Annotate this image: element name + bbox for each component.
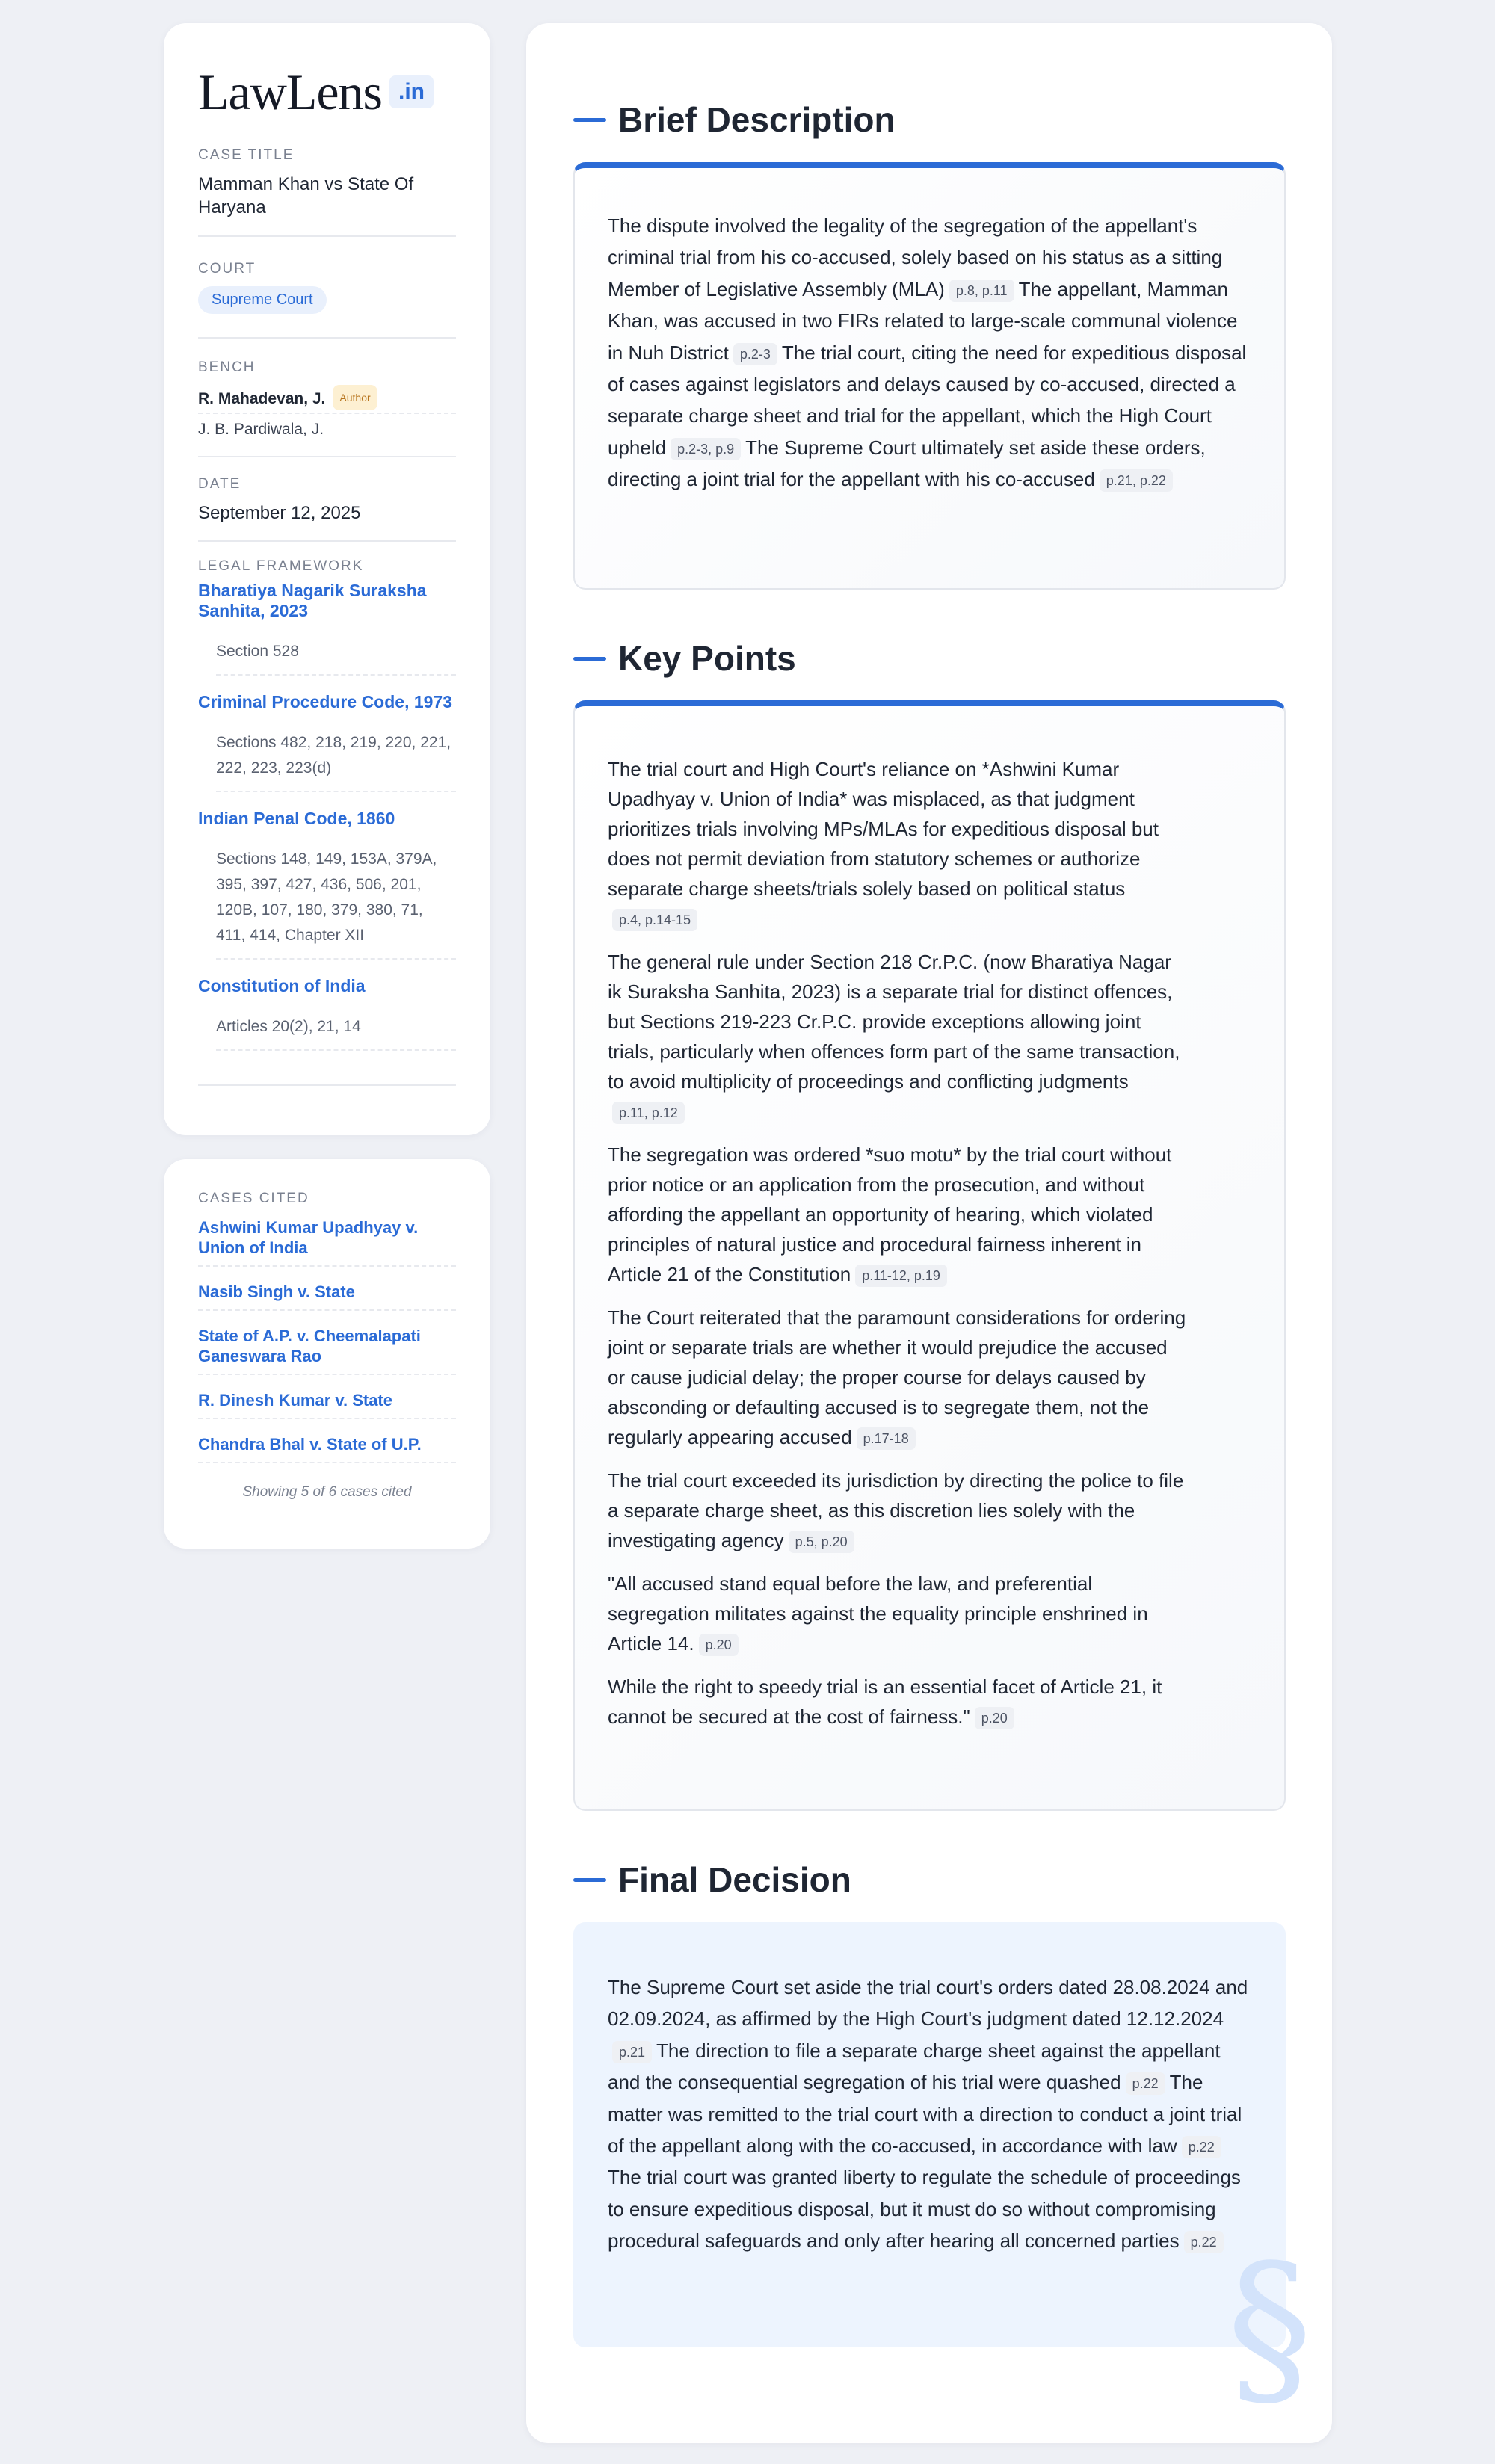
- page-citation[interactable]: p.22: [1184, 2231, 1224, 2253]
- act-title[interactable]: Indian Penal Code, 1860: [198, 809, 395, 828]
- bench-judge: J. B. Pardiwala, J.: [198, 421, 324, 438]
- page-citation[interactable]: p.22: [1126, 2072, 1165, 2095]
- cases-cited-label: CASES CITED: [198, 1191, 309, 1206]
- final-decision-heading: [573, 1859, 851, 1900]
- brief-description-text: [608, 210, 1251, 495]
- final-decision-box: [573, 1922, 1313, 2428]
- decision-text-segment: The trial court was granted liberty to regulate the schedule of proceedings to ensure expeditious disposal, but it must do so without compromising procedural safeguards and only after hearing all concerned parties: [608, 2166, 1241, 2253]
- section-title: Brief Description: [618, 100, 896, 139]
- case-title-label: CASE TITLE: [198, 147, 295, 163]
- act-sections: Section 528: [216, 621, 456, 676]
- page-citation[interactable]: p.11-12, p.19: [855, 1265, 947, 1287]
- legal-framework-label: LEGAL FRAMEWORK: [198, 558, 364, 574]
- page-citation[interactable]: p.20: [699, 1634, 739, 1656]
- court-section: [198, 237, 456, 339]
- key-point: [608, 1303, 1187, 1452]
- brief-text-segment: The trial court, citing the need for expeditious disposal of cases against legislators and delays caused by co-accused, directed a separate charge sheet and trial for the appellant, which the High Court upheld: [608, 341, 1247, 459]
- page-citation[interactable]: p.11, p.12: [612, 1102, 685, 1124]
- key-point: [608, 754, 1187, 933]
- page-citation[interactable]: p.2-3: [733, 343, 777, 365]
- logo-name: LawLens: [198, 64, 383, 120]
- cited-case-link[interactable]: R. Dinesh Kumar v. State: [198, 1375, 456, 1419]
- court-badge: Supreme Court: [198, 286, 327, 314]
- act-sections: Sections 148, 149, 153A, 379A, 395, 397, 427, 436, 506, 201, 120B, 107, 180, 379, 380, 71, 411, 414, Chapter XII: [216, 829, 456, 960]
- cases-cited-card: [164, 1159, 490, 1549]
- brief-text-segment: The appellant, Mamman Khan, was accused in two FIRs related to large-scale communal violence in Nuh District: [608, 277, 1238, 364]
- key-point: [608, 947, 1187, 1126]
- key-point: [608, 1672, 1187, 1732]
- date-value: September 12, 2025: [198, 503, 361, 523]
- key-point: [608, 1466, 1187, 1555]
- heading-accent-bar: [573, 118, 606, 122]
- page-citation[interactable]: p.21, p.22: [1100, 469, 1173, 492]
- date-section: [198, 457, 456, 542]
- final-decision-text: [608, 1971, 1253, 2257]
- key-points-box: [573, 700, 1286, 1811]
- key-point-text: The general rule under Section 218 Cr.P.C. (now Bharatiya Nagar ik Suraksha Sanhita, 2023) is a separate trial for distinct offences, but Sections 219-223 Cr.P.C. provide exceptions allowing joint trials, particularly when offences form part of the same transaction, to avoid multiplicity of proceedings and conflicting judgments: [608, 951, 1180, 1093]
- key-point-text: The trial court exceeded its jurisdiction by directing the police to file a separate charge sheet, as this discretion lies solely with the investigating agency: [608, 1469, 1184, 1551]
- logo[interactable]: [198, 64, 456, 120]
- act-title[interactable]: Constitution of India: [198, 976, 366, 995]
- key-point-text: "All accused stand equal before the law, and preferential segregation militates against the equality principle enshrined in Article 14.: [608, 1572, 1148, 1655]
- act-title[interactable]: Criminal Procedure Code, 1973: [198, 692, 453, 711]
- page-citation[interactable]: p.8, p.11: [949, 280, 1014, 302]
- decision-text-segment: The Supreme Court set aside the trial court's orders dated 28.08.2024 and 02.09.2024, as affirmed by the High Court's judgment dated 12.12.2024: [608, 1976, 1248, 2031]
- bench-label: BENCH: [198, 359, 256, 375]
- cited-case-link[interactable]: Chandra Bhal v. State of U.P.: [198, 1419, 456, 1463]
- case-title-section: [198, 147, 456, 237]
- act-sections: Sections 482, 218, 219, 220, 221, 222, 223, 223(d): [216, 712, 456, 792]
- case-info-card: [164, 23, 490, 1135]
- case-title-value: Mamman Khan vs State Of Haryana: [198, 174, 414, 217]
- cited-case-link[interactable]: State of A.P. v. Cheemalapati Ganeswara Rao: [198, 1311, 456, 1375]
- key-point-text: While the right to speedy trial is an essential facet of Article 21, it cannot be secured at the cost of fairness.": [608, 1676, 1162, 1728]
- decision-text-segment: The direction to file a separate charge sheet against the appellant and the consequential segregation of his trial were quashed: [608, 2039, 1221, 2094]
- act-title[interactable]: Bharatiya Nagarik Suraksha Sanhita, 2023: [198, 581, 427, 620]
- page-citation[interactable]: p.5, p.20: [789, 1531, 854, 1553]
- key-point-text: The segregation was ordered *suo motu* by the trial court without prior notice or an application from the prosecution, and without affording the appellant an opportunity of hearing, which violated principles of natural justice and procedural fairness inherent in Article 21 of the Constitution: [608, 1143, 1172, 1285]
- section-sign-watermark: §: [1227, 2229, 1313, 2428]
- brief-description-heading: [573, 99, 896, 140]
- act-sections: Articles 20(2), 21, 14: [216, 996, 456, 1051]
- heading-accent-bar: [573, 1878, 606, 1882]
- page-citation[interactable]: p.4, p.14-15: [612, 909, 697, 931]
- case-summary-main: [526, 23, 1332, 2443]
- key-point: [608, 1140, 1187, 1289]
- bench-section: [198, 339, 456, 457]
- page-citation[interactable]: p.2-3, p.9: [671, 438, 741, 460]
- court-label: COURT: [198, 261, 256, 277]
- key-points-heading: [573, 638, 796, 679]
- author-badge: Author: [333, 385, 377, 410]
- cited-case-link[interactable]: Ashwini Kumar Upadhyay v. Union of India: [198, 1217, 456, 1267]
- brief-text-segment: The dispute involved the legality of the segregation of the appellant's criminal trial from his co-accused, solely based on his status as a sitting Member of Legislative Assembly (MLA): [608, 214, 1223, 300]
- section-title: Final Decision: [618, 1860, 851, 1899]
- cited-case-link[interactable]: Nasib Singh v. State: [198, 1267, 456, 1311]
- page-citation[interactable]: p.17-18: [857, 1427, 916, 1450]
- page-citation[interactable]: p.22: [1182, 2136, 1221, 2158]
- key-point-text: The Court reiterated that the paramount considerations for ordering joint or separate trials are whether it would prejudice the accused or cause judicial delay; the proper course for delays caused by absconding or defaulting accused is to segregate them, not the regularly appearing accused: [608, 1306, 1186, 1448]
- legal-framework-section: [198, 542, 456, 1086]
- logo-tld-badge: .in: [389, 75, 434, 108]
- date-label: DATE: [198, 476, 241, 492]
- cases-cited-footer: Showing 5 of 6 cases cited: [242, 1484, 412, 1500]
- judge-name: R. Mahadevan, J.: [198, 390, 326, 407]
- brief-text-segment: The Supreme Court ultimately set aside these orders, directing a joint trial for the appellant with his co-accused: [608, 436, 1206, 491]
- decision-text-segment: The matter was remitted to the trial court with a direction to conduct a joint trial of the appellant along with the co-accused, in accordance with law: [608, 2071, 1242, 2158]
- bench-judge-author: [198, 385, 456, 414]
- heading-accent-bar: [573, 657, 606, 661]
- section-title: Key Points: [618, 639, 796, 678]
- page-citation[interactable]: p.20: [975, 1707, 1014, 1729]
- brief-description-box: [573, 162, 1286, 590]
- key-point-text: The trial court and High Court's reliance on *Ashwini Kumar Upadhyay v. Union of India* was misplaced, as that judgment prioritizes trials involving MPs/MLAs for expeditious disposal but does not permit deviation from statutory schemes or authorize separate charge sheets/trials solely based on political status: [608, 758, 1159, 900]
- key-point: [608, 1569, 1187, 1658]
- page-citation[interactable]: p.21: [612, 2041, 652, 2063]
